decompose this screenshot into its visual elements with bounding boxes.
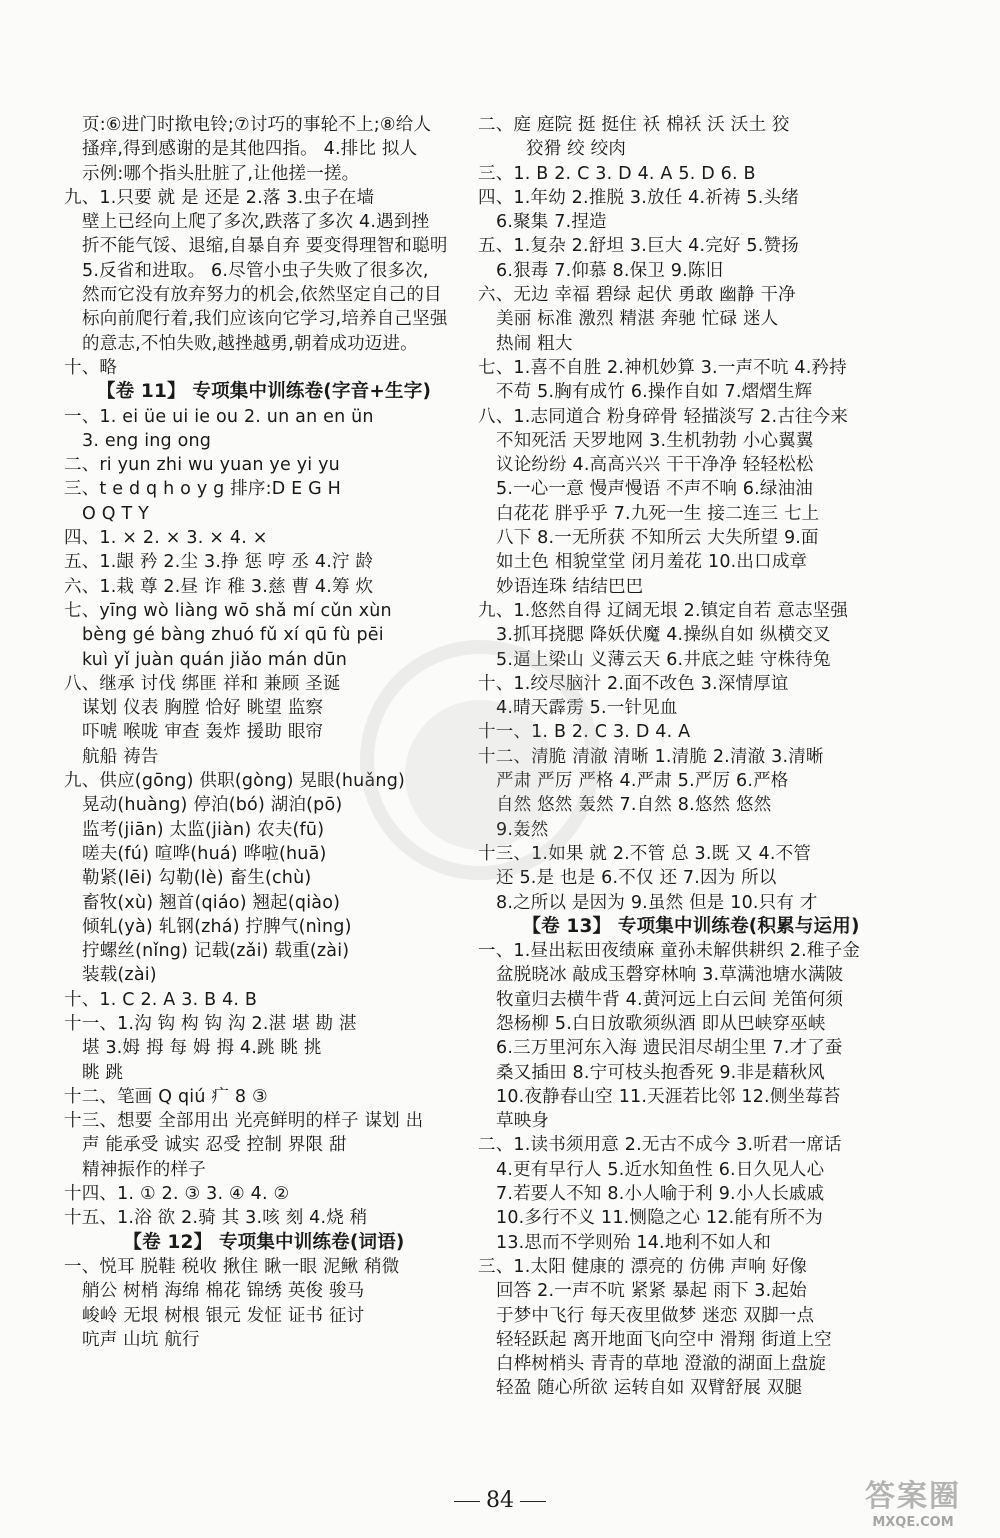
section-heading: 【卷 12】 专项集中训练卷(词语) <box>123 1231 405 1253</box>
answer-line: 十二、清脆 清澈 清晰 1.清脆 2.清澈 3.清晰 <box>478 746 824 767</box>
answer-line: 九、1.只要 就 是 还是 2.落 3.虫子在墙 <box>64 187 375 208</box>
answer-line: 十一、1. B 2. C 3. D 4. A <box>478 722 691 743</box>
answer-line: 6.三万里河东入海 遗民泪尽胡尘里 7.才了蚕 <box>496 1038 843 1059</box>
answer-line: 如土色 相貌堂堂 闭月羞花 10.出口成章 <box>496 552 808 573</box>
answer-line: 10.多行不义 11.恻隐之心 12.能有所不为 <box>496 1208 823 1229</box>
answer-line: 五、1.复杂 2.舒坦 3.巨大 4.完好 5.赞扬 <box>478 236 799 257</box>
answer-line: 壁上已经向上爬了多次,跌落了多次 4.遇到挫 <box>82 212 430 233</box>
answer-line: 吭声 山坑 航行 <box>82 1329 200 1350</box>
answer-line: 十、1.绞尽脑汁 2.面不改色 3.深情厚谊 <box>478 673 789 694</box>
answer-line: 一、悦耳 脱鞋 税收 揪住 瞅一眼 泥鳅 稍微 <box>64 1256 400 1277</box>
answer-line: 二、ri yun zhi wu yuan ye yi yu <box>64 455 340 476</box>
answer-line: 草映身 <box>496 1111 550 1132</box>
answer-line: 二、庭 庭院 挺 挺住 袄 棉袄 沃 沃土 狡 <box>478 115 790 135</box>
answer-line: 四、1. × 2. × 3. × 4. × <box>64 528 268 549</box>
answer-line: 5.一心一意 慢声慢语 不声不响 6.绿油油 <box>496 479 813 500</box>
answer-line: 白花花 胖乎乎 7.九死一生 接二连三 七上 <box>496 503 820 524</box>
answer-line: 5.逼上梁山 义薄云天 6.井底之蛙 守株待兔 <box>496 649 831 670</box>
answer-line: 峻岭 无垠 树根 银元 发怔 证书 征讨 <box>82 1305 365 1326</box>
section-heading: 【卷 11】 专项集中训练卷(字音+生字) <box>96 381 432 403</box>
answer-line: 三、1.太阳 健康的 漂亮的 仿佛 声响 好像 <box>478 1256 808 1277</box>
answer-line: 吓唬 喉咙 审查 轰炸 援助 眼帘 <box>82 722 324 743</box>
answer-line: 精神振作的样子 <box>82 1159 206 1180</box>
answer-line: 桑又插田 8.宁可枝头抱香死 9.非是藉秋风 <box>496 1062 825 1083</box>
answer-line: 示例:哪个指头肚脏了,让他搓一搓。 <box>82 163 360 184</box>
answer-line: 十一、1.沟 钩 构 钩 沟 2.湛 堪 勘 湛 <box>64 1013 357 1034</box>
answer-line: 十二、笔画 Q qiú 疒 8 ③ <box>64 1086 268 1107</box>
answer-line: 于梦中飞行 每天夜里做梦 迷恋 双脚一点 <box>496 1305 815 1326</box>
answer-line: 3.抓耳挠腮 降妖伏魔 4.操纵自如 纵横交叉 <box>496 625 831 646</box>
answer-line: 还 5.是 也是 6.不仅 还 7.因为 所以 <box>496 868 777 889</box>
answer-line: 勒紧(lēi) 勾勒(lè) 畜生(chù) <box>82 868 312 889</box>
answer-line: 13.思而不学则殆 14.地利不如人和 <box>496 1232 772 1253</box>
answer-line: 8.之所以 是因为 9.虽然 但是 10.只有 才 <box>496 892 818 913</box>
page-number: 84 <box>0 1488 1000 1513</box>
answer-line: 一、1. ei üe ui ie ou 2. un an en ün <box>64 406 374 427</box>
logo-title: 答案圈 <box>865 1479 961 1514</box>
logo-url: MXQE.COM <box>872 1515 954 1530</box>
answer-line: 议论纷纷 4.高高兴兴 干干净净 轻轻松松 <box>496 455 814 476</box>
answer-line: 四、1.年幼 2.推脱 3.放任 4.祈祷 5.头绪 <box>478 187 799 208</box>
answer-line: 7.若要人不知 8.小人喻于利 9.小人长戚戚 <box>496 1184 825 1205</box>
answer-line: 十四、1. ① 2. ③ 3. ④ 4. ② <box>64 1184 290 1205</box>
answer-line: 十五、1.浴 欲 2.骑 其 3.咳 刻 4.烧 稍 <box>64 1208 368 1229</box>
answer-line: 谋划 仪表 胸膛 恰好 眺望 监察 <box>82 698 324 719</box>
answer-line: 拧螺丝(nǐng) 记载(zǎi) 载重(zài) <box>82 941 350 962</box>
answer-line: 盆脱晓冰 敲成玉磬穿林响 3.草满池塘水满陂 <box>496 965 844 986</box>
answer-line: 热闹 粗大 <box>496 333 573 354</box>
answer-line: 怨杨柳 5.白日放歌须纵酒 即从巴峡穿巫峡 <box>496 1013 826 1034</box>
watermark-stamp-center <box>405 700 555 850</box>
answer-line: 装载(zài) <box>82 965 157 986</box>
answer-line: 9.轰然 <box>496 819 549 840</box>
answer-line: 艄公 树梢 海绵 棉花 锦绣 英俊 骏马 <box>82 1281 365 1302</box>
answer-line: 一、1.昼出耘田夜绩麻 童孙未解供耕织 2.稚子金 <box>478 941 861 962</box>
answer-line: 不知死活 天罗地网 3.生机勃勃 小心翼翼 <box>496 430 814 451</box>
answer-line: 六、无边 幸福 碧绿 起伏 勇敢 幽静 干净 <box>478 285 796 306</box>
corner-watermark-logo <box>838 1474 988 1530</box>
answer-line: 狡猾 绞 绞肉 <box>526 139 627 160</box>
answer-line: kuì yǐ juàn quán jiǎo mán dūn <box>82 649 348 670</box>
answer-line: 八下 8.一无所获 不知所云 大失所望 9.面 <box>496 528 819 549</box>
answer-line: 十三、想要 全部用出 光亮鲜明的样子 谋划 出 <box>64 1111 424 1132</box>
answer-line: 页:⑥进门时揿电铃;⑦讨巧的事轮不上;⑧给人 <box>82 115 432 135</box>
answer-line: O Q T Y <box>82 503 150 524</box>
answer-line: bèng gé bàng zhuó fǔ xí qū fù pēi <box>82 625 384 646</box>
answer-line: 九、1.悠然自得 辽阔无垠 2.镇定自若 意志坚强 <box>478 600 849 621</box>
answer-line: 5.反省和进取。 6.尽管小虫子失败了很多次, <box>82 260 429 281</box>
answer-line: 搔痒,得到感谢的是其他四指。 4.排比 拟人 <box>82 139 418 160</box>
answer-line: 的意志,不怕失败,越挫越勇,朝着成功迈进。 <box>82 333 418 354</box>
answer-line: 6.狠毒 7.仰慕 8.保卫 9.陈旧 <box>496 260 724 281</box>
answer-line: 不苟 5.胸有成竹 6.操作自如 7.熠熠生辉 <box>496 382 813 403</box>
answer-line: 二、1.读书须用意 2.无古不成今 3.听君一席话 <box>478 1135 842 1156</box>
answer-line: 标向前爬行着,我们应该向它学习,培养自己坚强 <box>82 309 448 330</box>
answer-line: 监考(jiān) 太监(jiàn) 农夫(fū) <box>82 819 325 840</box>
answer-line: 4.更有早行人 5.近水知鱼性 6.日久见人心 <box>496 1159 825 1180</box>
answer-line: 折不能气馁、退缩,自暴自弃 要变得理智和聪明 <box>82 236 448 257</box>
answer-line: 八、1.志同道合 粉身碎骨 轻描淡写 2.古往今来 <box>478 406 849 427</box>
answer-line: 轻轻跃起 离开地面飞向空中 滑翔 街道上空 <box>496 1329 832 1350</box>
answer-line: 严肃 严厉 严格 4.严肃 5.严厉 6.严格 <box>496 771 789 792</box>
answer-line: 六、1.栽 尊 2.昼 诈 稚 3.慈 曹 4.筹 炊 <box>64 576 374 597</box>
answer-line: 声 能承受 诚实 忍受 控制 界限 甜 <box>82 1135 347 1156</box>
answer-line: 6.聚集 7.捏造 <box>496 212 607 233</box>
answer-line: 然而它没有放弃努力的机会,依然坚定自己的目 <box>82 285 442 306</box>
answer-line: 妙语连珠 结结巴巴 <box>496 576 644 597</box>
answer-line: 五、1.龈 矜 2.尘 3.挣 惩 哼 丞 4.泞 龄 <box>64 552 374 573</box>
answer-line: 3. eng ing ong <box>82 430 212 451</box>
answer-line: 十、1. C 2. A 3. B 4. B <box>64 989 258 1010</box>
answer-line: 牧童归去横牛背 4.黄河远上白云间 羌笛何须 <box>496 989 844 1010</box>
answer-line: 嗟夫(fú) 喧哗(huá) 哗啦(huā) <box>82 843 327 864</box>
answer-line: 倾轧(yà) 轧钢(zhá) 拧脾气(nìng) <box>82 916 352 937</box>
answer-line: 美丽 标准 激烈 精湛 奔驰 忙碌 迷人 <box>496 309 779 330</box>
answer-line: 航船 祷告 <box>82 746 159 767</box>
section-heading: 【卷 13】 专项集中训练卷(积累与运用) <box>522 915 860 937</box>
answer-line: 回答 2.一声不吭 紧紧 暴起 雨下 3.起始 <box>496 1281 807 1302</box>
answer-line: 七、1.喜不自胜 2.神机妙算 3.一声不吭 4.矜持 <box>478 357 847 378</box>
answer-line: 白桦树梢头 青青的草地 澄澈的湖面上盘旋 <box>496 1354 827 1375</box>
answer-line: 堪 3.姆 拇 每 姆 拇 4.跳 眺 挑 <box>82 1038 322 1059</box>
answer-line: 九、供应(gōng) 供职(gòng) 晃眼(huǎng) <box>64 771 406 792</box>
answer-line: 十、略 <box>64 357 118 378</box>
answer-line: 4.晴天霹雳 5.一针见血 <box>496 698 678 719</box>
answer-line: 三、t e d q h o y g 排序:D E G H <box>64 479 342 500</box>
answer-line: 十三、1.如果 就 2.不管 总 3.既 又 4.不管 <box>478 843 812 864</box>
answer-line: 晃动(huàng) 停泊(bó) 湖泊(pō) <box>82 795 343 816</box>
answer-line: 轻盈 随心所欲 运转自如 双臂舒展 双腿 <box>496 1378 803 1399</box>
answer-line: 10.夜静春山空 11.天涯若比邻 12.侧坐莓苔 <box>496 1086 841 1107</box>
answer-line: 自然 悠然 轰然 7.自然 8.悠然 悠然 <box>496 795 772 816</box>
answer-line: 八、继承 讨伐 绑匪 祥和 兼顾 圣诞 <box>64 673 341 694</box>
answer-line: 七、yīng wò liàng wō shǎ mí cǔn xùn <box>64 600 392 621</box>
answer-line: 畜牧(xù) 翘首(qiáo) 翘起(qiào) <box>82 892 341 913</box>
answer-line: 眺 跳 <box>82 1062 124 1083</box>
answer-line: 三、1. B 2. C 3. D 4. A 5. D 6. B <box>478 163 756 184</box>
